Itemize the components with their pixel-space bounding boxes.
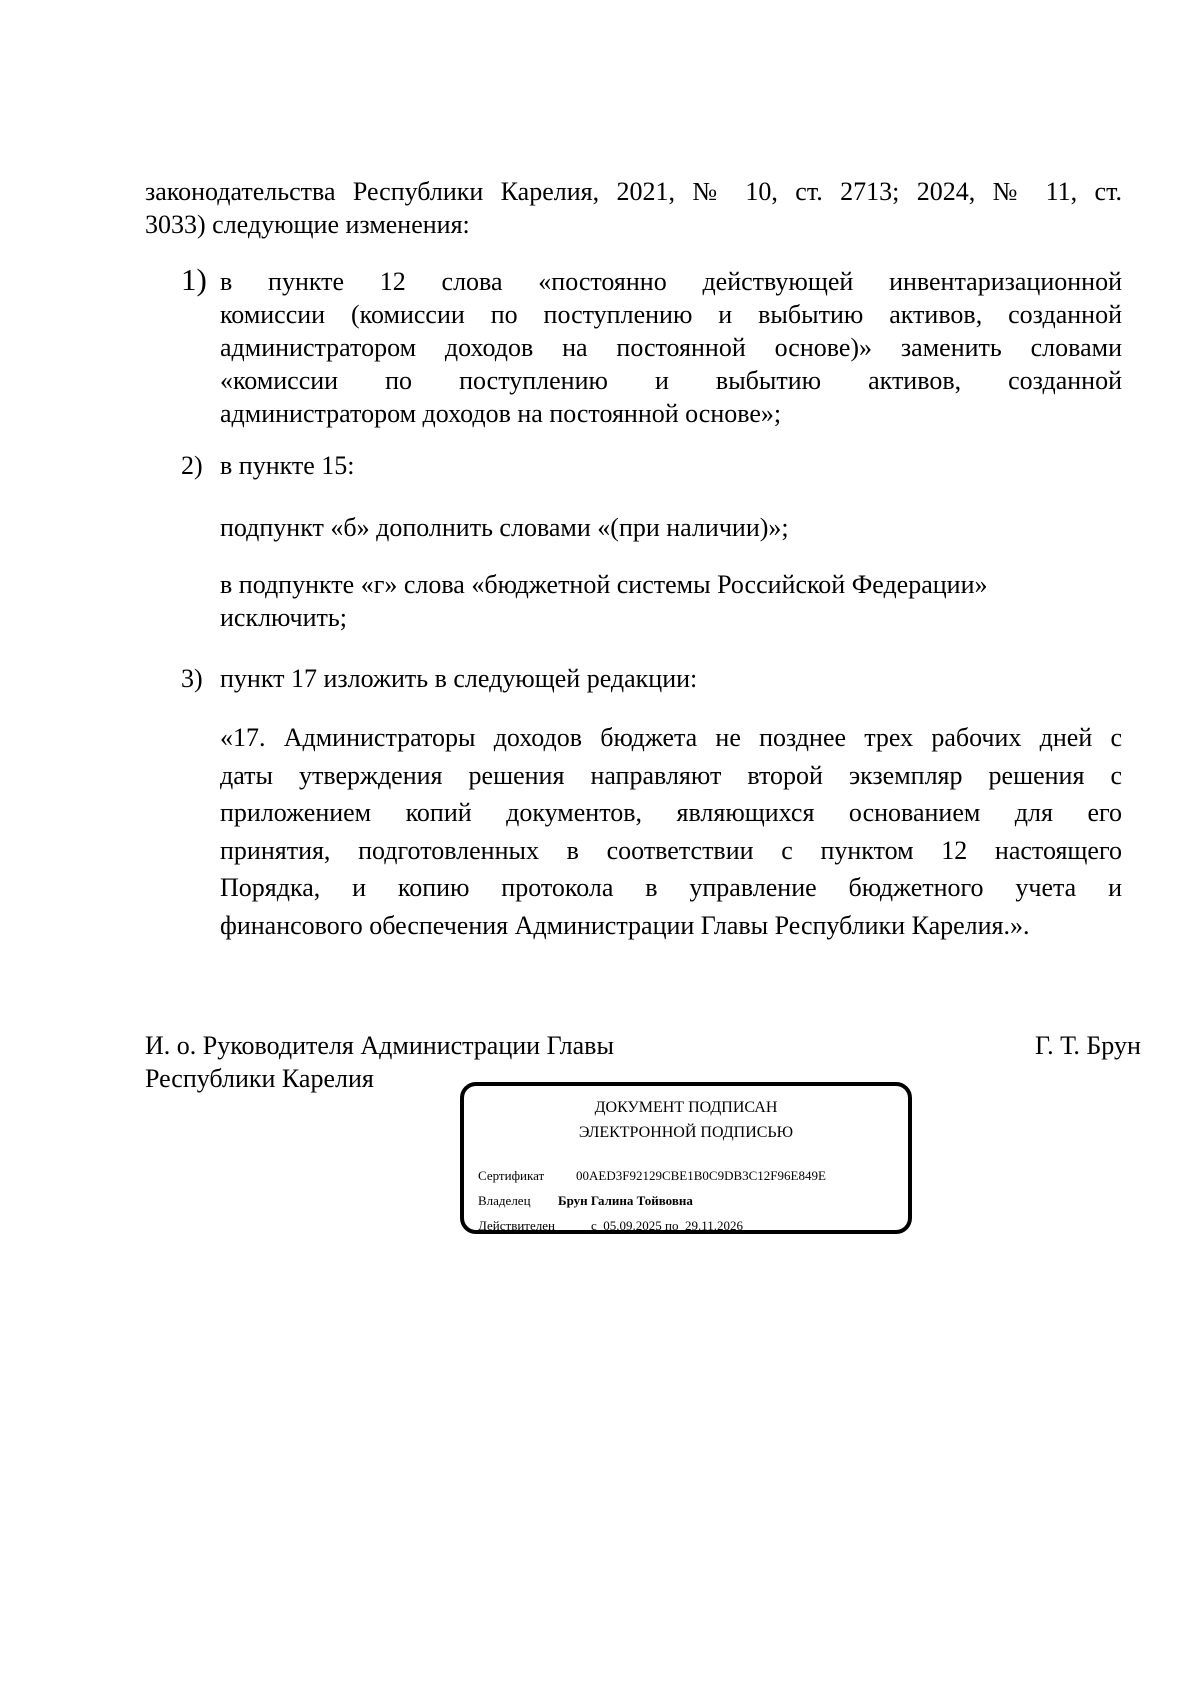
stamp-valid-from-prefix: с xyxy=(591,1218,597,1233)
item-3-quote-line-5: Порядка, и копию протокола в управление бюджетного учета и xyxy=(220,873,1122,902)
stamp-certificate-value: 00AED3F92129CBE1B0C9DB3C12F96E849E xyxy=(576,1168,826,1183)
electronic-signature-stamp xyxy=(460,1082,912,1234)
stamp-owner-value: Брун Галина Тойвовна xyxy=(558,1193,693,1208)
stamp-valid-label: Действителен xyxy=(478,1218,555,1233)
item-2-subitem-g xyxy=(220,568,1122,634)
intro-line-2: 3033) следующие изменения: xyxy=(145,210,470,239)
item-3-quote-line-2: даты утверждения решения направляют второй экземпляр решения с xyxy=(220,760,1122,790)
item-3-quote-line-3: приложением копий документов, являющихся основанием для его xyxy=(220,798,1122,827)
item-3-number: 3) xyxy=(181,664,203,693)
item-3-quote-line-1: «17. Администраторы доходов бюджета не позднее трех рабочих дней с xyxy=(220,723,1122,752)
signatory-position-line-2: Республики Карелия xyxy=(145,1064,374,1093)
stamp-owner-row xyxy=(478,1192,693,1210)
item-2-subitem-b: подпункт «б» дополнить словами «(при наличии)»; xyxy=(220,513,789,542)
stamp-certificate-row xyxy=(478,1167,826,1185)
intro-paragraph xyxy=(145,175,1122,241)
item-3-quote xyxy=(220,719,1122,944)
stamp-certificate-label: Сертификат xyxy=(478,1168,545,1183)
stamp-title-line-1: ДОКУМЕНТ ПОДПИСАН xyxy=(594,1099,778,1116)
stamp-owner-label: Владелец xyxy=(478,1193,531,1208)
item-3-quote-line-4: принятия, подготовленных в соответствии с пунктом 12 настоящего xyxy=(220,835,1122,865)
signatory-position-line-1: И. о. Руководителя Администрации Главы xyxy=(145,1031,614,1060)
item-1-number: 1) xyxy=(181,262,207,297)
item-2-subitem-g-line-1: в подпункте «г» слова «бюджетной системы Российской Федерации» xyxy=(220,570,988,599)
item-2-text: в пункте 15: xyxy=(220,451,355,480)
item-1-line-2: комиссии (комиссии по поступлению и выбытию активов, созданной xyxy=(220,300,1122,329)
item-2-number: 2) xyxy=(181,451,203,480)
signatory-name: Г. Т. Брун xyxy=(1035,1031,1141,1060)
stamp-valid-row xyxy=(478,1217,743,1235)
item-1-text xyxy=(220,265,1122,430)
stamp-valid-to: 29.11.2026 xyxy=(685,1218,744,1233)
item-2-subitem-g-line-2: исключить; xyxy=(220,603,347,632)
intro-line-1: законодательства Республики Карелия, 2021, № 10, ст. 2713; 2024, № 11, ст. xyxy=(145,177,1122,206)
stamp-valid-from: 05.09.2025 xyxy=(603,1218,662,1233)
item-3-quote-line-6: финансового обеспечения Администрации Главы Республики Карелия.». xyxy=(220,910,1030,940)
item-3-text: пункт 17 изложить в следующей редакции: xyxy=(220,664,698,693)
item-1-line-3: администратором доходов на постоянной основе)» заменить словами xyxy=(220,333,1122,362)
item-1-line-4: «комиссии по поступлению и выбытию активов, созданной xyxy=(220,366,1122,395)
item-1-line-1: в пункте 12 слова «постоянно действующей инвентаризационной xyxy=(220,267,1122,296)
stamp-valid-to-prefix: по xyxy=(665,1218,679,1233)
stamp-title-line-2: ЭЛЕКТРОННОЙ ПОДПИСЬЮ xyxy=(578,1124,794,1141)
item-1-line-5: администратором доходов на постоянной основе»; xyxy=(220,399,782,428)
